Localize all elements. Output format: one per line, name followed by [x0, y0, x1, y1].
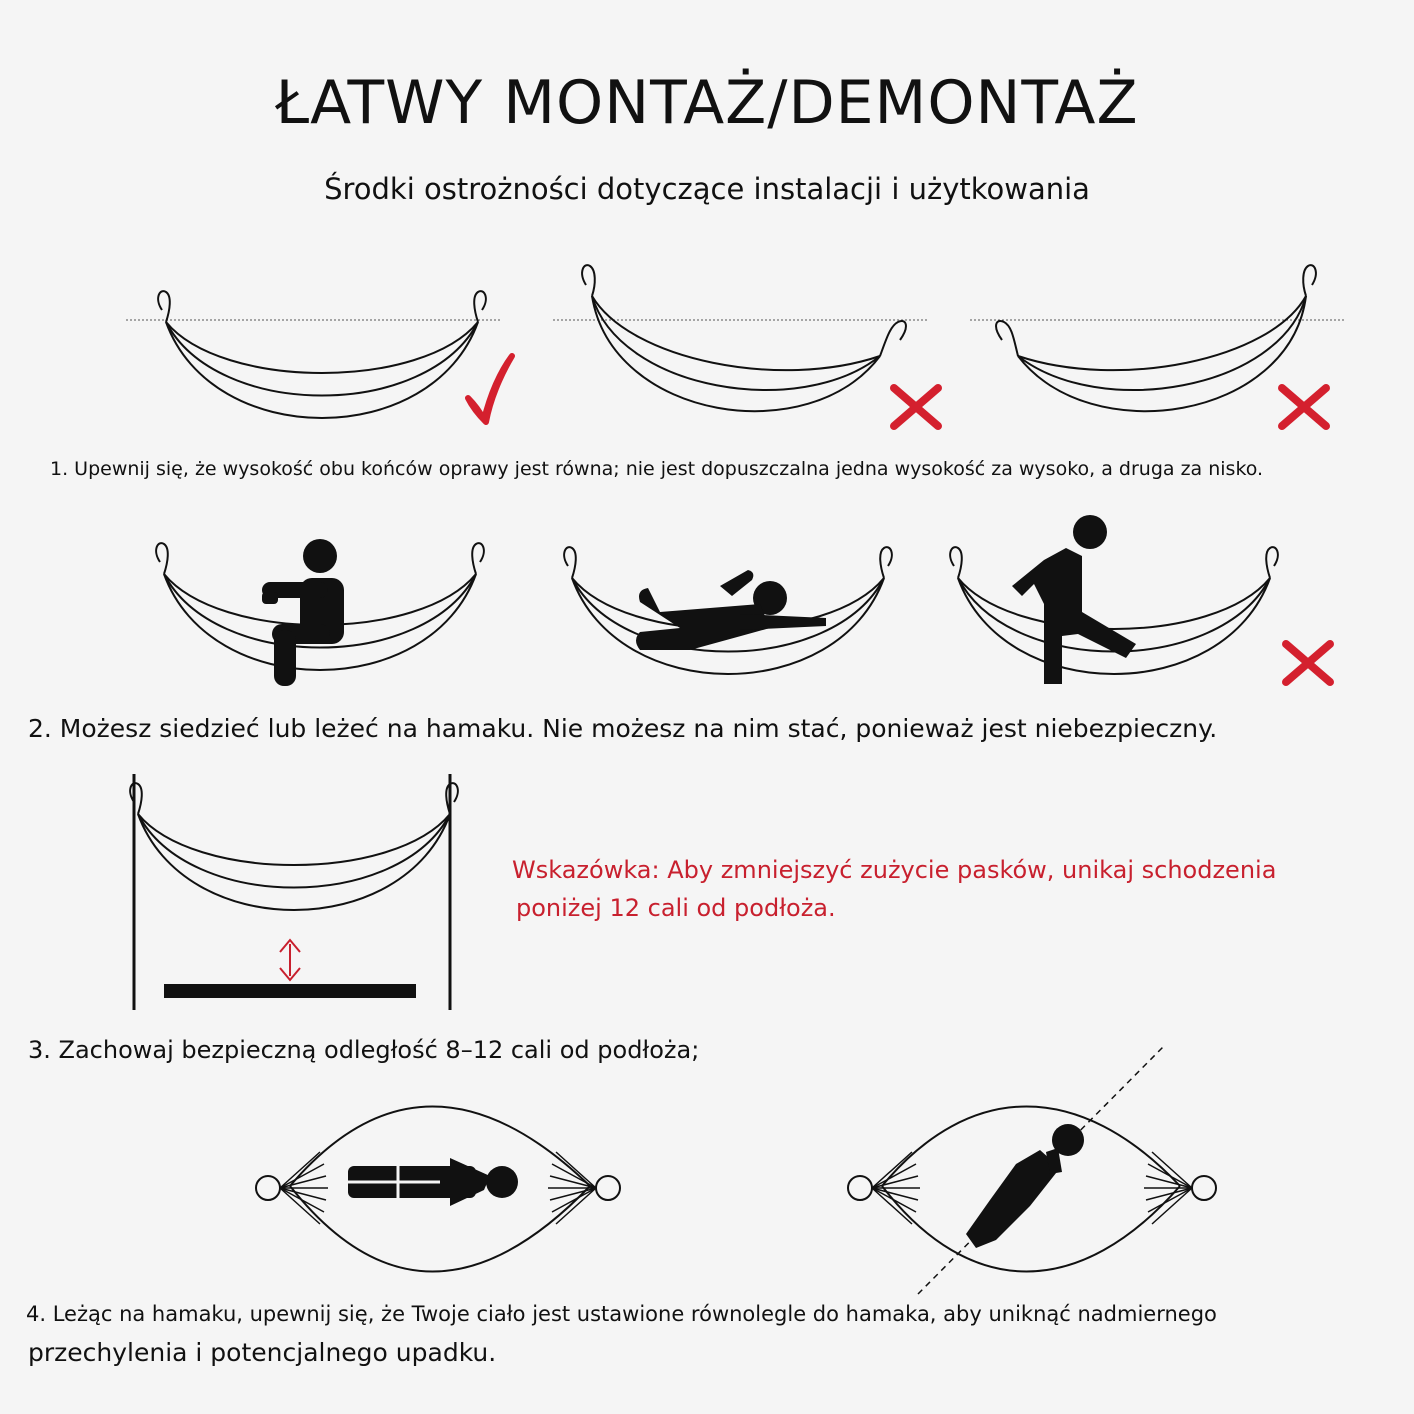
person-lying-icon: [636, 570, 826, 650]
page-title: ŁATWY MONTAŻ/DEMONTAŻ: [275, 68, 1139, 138]
hammock-top-view-correct: [256, 1107, 620, 1272]
hammock-height-diagram: [130, 774, 458, 1010]
double-arrow-icon: [280, 940, 300, 980]
hammock-top-view-diagonal: [848, 1046, 1216, 1294]
person-diagonal-icon: [966, 1124, 1084, 1248]
hammock-tilted-right-low: [553, 265, 927, 411]
step-4-text-line-1: 4. Leżąc na hamaku, upewnij się, że Twoje ciało jest ustawione równolegle do hamaka, aby uniknąć nadmiernego: [26, 1302, 1217, 1326]
step-3-text: 3. Zachowaj bezpieczną odległość 8–12 cali od podłoża;: [28, 1036, 700, 1064]
step-1-text: 1. Upewnij się, że wysokość obu końców oprawy jest równa; nie jest dopuszczalna jedna wysokość za wysoko, a druga za nisko.: [50, 458, 1264, 480]
page-subtitle: Środki ostrożności dotyczące instalacji i użytkowania: [324, 172, 1090, 206]
hammock-level-correct: [126, 291, 500, 418]
person-standing-icon: [1012, 515, 1136, 684]
step-2-text: 2. Możesz siedzieć lub leżeć na hamaku. Nie możesz na nim stać, ponieważ jest niebezpieczny.: [28, 714, 1218, 743]
cross-icon: [1282, 388, 1326, 426]
hammock-standing: [950, 515, 1278, 684]
person-lying-top-icon: [348, 1158, 518, 1206]
person-sitting-icon: [262, 539, 344, 686]
checkmark-icon: [468, 356, 512, 422]
cross-icon: [894, 388, 938, 426]
hammock-lying: [564, 547, 892, 674]
hammock-sitting: [156, 539, 484, 686]
step-4-text-line-2: przechylenia i potencjalnego upadku.: [28, 1338, 497, 1367]
tip-text-line-2: poniżej 12 cali od podłoża.: [516, 894, 836, 922]
tip-text-line-1: Wskazówka: Aby zmniejszyć zużycie pasków, unikaj schodzenia: [512, 856, 1277, 884]
cross-icon: [1286, 644, 1330, 682]
